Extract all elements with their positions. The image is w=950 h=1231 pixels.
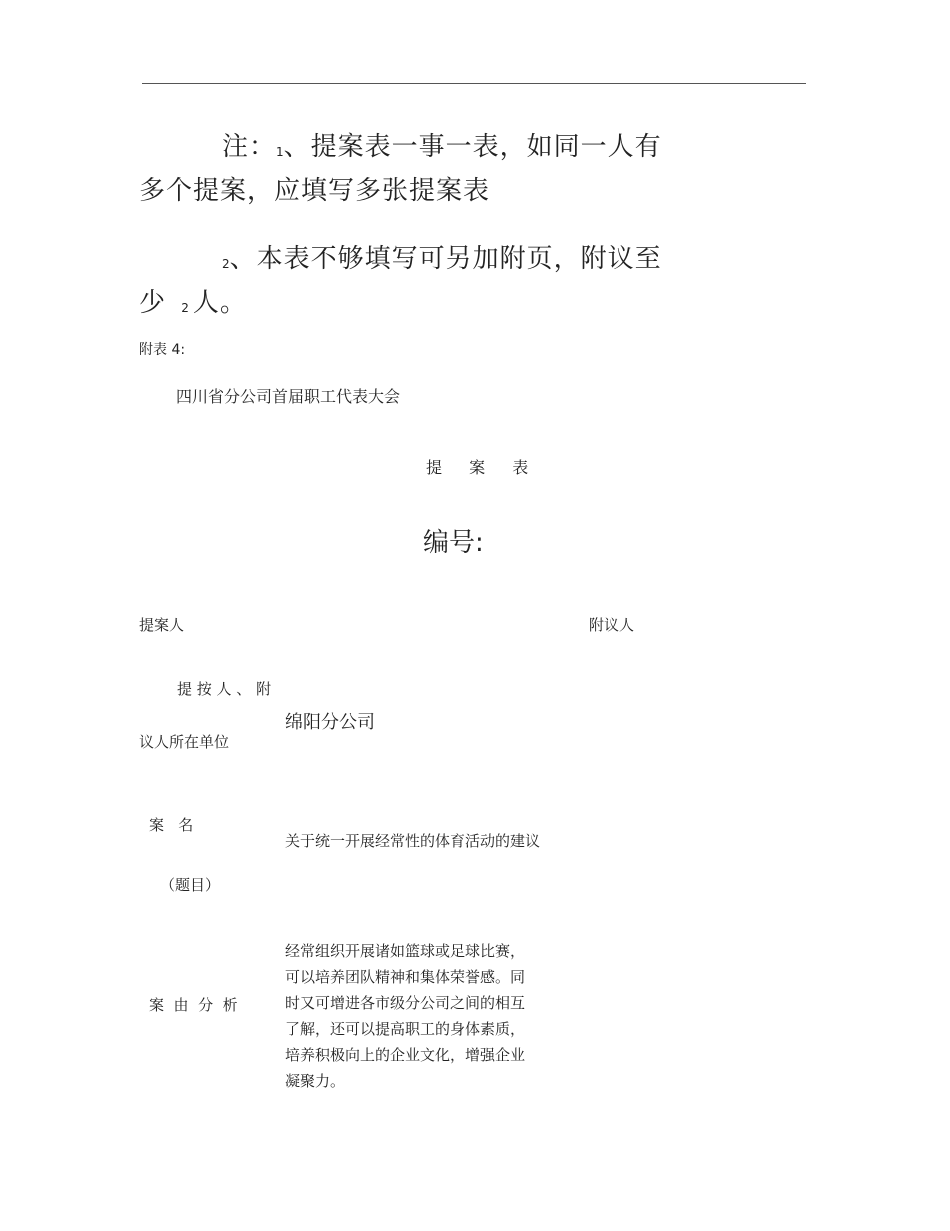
note-1-text-b: 多个提案，应填写多张提案表 bbox=[139, 176, 491, 206]
case-name-label-line-1: 案 名 bbox=[149, 816, 194, 834]
analysis-line: 时又可增进各市级分公司之间的相互 bbox=[285, 994, 526, 1012]
form-title-char-3: 表 bbox=[512, 458, 529, 477]
analysis-line: 可以培养团队精神和集体荣誉感。同 bbox=[285, 968, 526, 986]
note-2-line-2 bbox=[139, 282, 247, 319]
proposer-label: 提案人 bbox=[139, 616, 185, 634]
note-2-number: 2 bbox=[222, 257, 230, 271]
form-title bbox=[426, 455, 528, 478]
note-2-text-a: 、本表不够填写可另加附页，附议至 bbox=[229, 244, 662, 274]
note-1-prefix: 注： bbox=[222, 132, 277, 162]
form-title-char-2: 案 bbox=[469, 458, 486, 477]
note-1-line-2 bbox=[139, 170, 490, 207]
form-title-char-1: 提 bbox=[426, 458, 443, 477]
congress-name: 四川省分公司首届职工代表大会 bbox=[176, 387, 401, 406]
note-2-text-b-pre: 少 bbox=[139, 288, 167, 318]
analysis-line: 了解，还可以提高职工的身体素质， bbox=[285, 1020, 526, 1038]
analysis-line: 经常组织开展诸如篮球或足球比赛， bbox=[285, 942, 526, 960]
note-2-text-b-num: 2 bbox=[181, 301, 189, 315]
unit-label-line-2: 议人所在单位 bbox=[139, 733, 230, 751]
unit-label-line-1: 提 按 人 、 附 bbox=[177, 680, 272, 698]
analysis-value bbox=[285, 938, 555, 1094]
analysis-line: 凝聚力。 bbox=[285, 1072, 346, 1090]
note-1-number: 1 bbox=[276, 145, 284, 159]
analysis-line: 培养积极向上的企业文化，增强企业 bbox=[285, 1046, 526, 1064]
case-name-label-line-2: （题目） bbox=[160, 876, 221, 894]
note-2-line-1 bbox=[222, 238, 662, 275]
cosigner-label: 附议人 bbox=[589, 616, 635, 634]
note-1-line-1 bbox=[222, 126, 662, 163]
attachment-label: 附表 4: bbox=[139, 342, 186, 358]
analysis-label: 案 由 分 析 bbox=[149, 996, 238, 1014]
header-rule bbox=[142, 83, 806, 84]
serial-label: 编号: bbox=[423, 528, 484, 558]
case-name-value: 关于统一开展经常性的体育活动的建议 bbox=[285, 832, 541, 850]
note-2-text-b-post: 人。 bbox=[192, 288, 247, 318]
note-1-text-a: 、提案表一事一表，如同一人有 bbox=[283, 132, 662, 162]
unit-value: 绵阳分公司 bbox=[285, 712, 375, 733]
